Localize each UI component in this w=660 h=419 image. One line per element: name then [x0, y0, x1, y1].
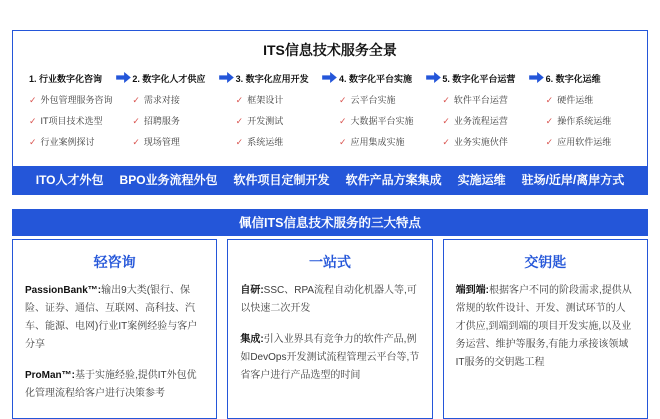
check-icon: ✓	[338, 95, 347, 105]
list-item	[442, 135, 527, 148]
check-icon: ✓	[29, 95, 37, 105]
list-item	[29, 93, 114, 106]
check-icon: ✓	[235, 137, 244, 147]
its-overview-panel	[12, 30, 648, 195]
check-icon: ✓	[442, 95, 450, 105]
list-item	[546, 93, 631, 106]
paragraph-lead: ProMan™:	[25, 370, 75, 381]
list-item	[236, 114, 321, 127]
banner-item: 驻场/近岸/离岸方式	[521, 173, 625, 187]
item-label: 需求对接	[143, 95, 180, 105]
paragraph-lead: 端到端:	[455, 285, 489, 296]
paragraph-text: 基于实施经验,提供IT外包优化管理流程给客户进行决策参考	[25, 370, 197, 399]
item-label: 业务流程运营	[453, 116, 508, 126]
list-item	[339, 93, 424, 106]
check-icon: ✓	[442, 137, 450, 147]
list-item	[546, 135, 631, 148]
check-icon: ✓	[29, 116, 37, 126]
paragraph-lead: 自研:	[240, 285, 264, 296]
feature-paragraph	[240, 331, 419, 385]
arrow-right-icon	[424, 72, 442, 83]
item-label: 大数据平台实施	[350, 116, 414, 126]
list-item	[339, 114, 424, 127]
column-header: 3. 数字化应用开发	[235, 74, 309, 84]
arrow-right-icon	[528, 72, 546, 83]
arrow-right-icon	[218, 72, 236, 83]
service-modes-banner	[13, 166, 647, 194]
check-icon: ✓	[235, 95, 244, 105]
item-label: 应用集成实施	[350, 137, 405, 147]
arrow-right-icon	[321, 72, 339, 83]
check-icon: ✓	[235, 116, 244, 126]
list-item	[236, 135, 321, 148]
check-icon: ✓	[545, 116, 554, 126]
item-label: 行业案例探讨	[40, 137, 95, 147]
banner-item: BPO业务流程外包	[119, 173, 218, 187]
item-label: 系统运维	[247, 137, 284, 147]
item-label: 招聘服务	[143, 116, 180, 126]
column-header: 6. 数字化运维	[545, 74, 601, 84]
feature-card-one-stop	[227, 239, 432, 419]
list-item	[236, 93, 321, 106]
item-label: 开发测试	[247, 116, 284, 126]
banner-item: 实施运维	[457, 173, 506, 187]
feature-paragraph	[240, 282, 419, 318]
item-label: 软件平台运营	[453, 95, 508, 105]
list-item	[29, 114, 114, 127]
feature-card-light-consulting	[12, 239, 217, 419]
service-column-6	[546, 72, 631, 156]
check-icon: ✓	[442, 116, 450, 126]
paragraph-text: SSC、RPA流程自动化机器人等,可以快速二次开发	[240, 285, 417, 314]
feature-paragraph	[456, 282, 635, 372]
paragraph-text: 输出9大类(银行、保险、证券、通信、互联网、高科技、汽车、能源、电网)行业IT案例经验与客户分享	[25, 285, 198, 350]
item-label: 业务实施伙伴	[453, 137, 508, 147]
paragraph-text: 根据客户不同的阶段需求,提供从常规的软件设计、开发、测试环节的人才供应,到端到端的项目开发实施,以及业务运营、维护等服务,有能力承接该领域IT服务的交钥匙工程	[455, 285, 632, 368]
item-label: 框架设计	[247, 95, 284, 105]
service-steps-row	[13, 64, 647, 166]
paragraph-lead: 集成:	[240, 334, 264, 345]
item-label: IT项目技术选型	[40, 116, 103, 126]
list-item	[132, 93, 217, 106]
arrow-right-icon	[114, 72, 132, 83]
paragraph-lead: PassionBank™:	[25, 285, 102, 296]
banner-item: 软件项目定制开发	[233, 173, 330, 187]
service-column-5	[442, 72, 527, 156]
column-header: 5. 数字化平台运营	[442, 74, 516, 84]
service-column-1	[29, 72, 114, 156]
column-header: 2. 数字化人才供应	[132, 74, 206, 84]
feature-card-turnkey	[443, 239, 648, 419]
features-panel-title: 佩信ITS信息技术服务的三大特点	[12, 209, 648, 236]
item-label: 外包管理服务咨询	[40, 95, 113, 105]
item-label: 云平台实施	[350, 95, 396, 105]
check-icon: ✓	[132, 137, 140, 147]
check-icon: ✓	[545, 95, 554, 105]
list-item	[442, 93, 527, 106]
list-item	[132, 114, 217, 127]
service-column-2	[132, 72, 217, 156]
item-label: 操作系统运维	[557, 116, 612, 126]
check-icon: ✓	[545, 137, 554, 147]
list-item	[546, 114, 631, 127]
feature-cards-row	[12, 239, 648, 419]
column-header: 4. 数字化平台实施	[338, 74, 412, 84]
panel-title: ITS信息技术服务全景	[263, 42, 397, 58]
feature-paragraph	[25, 367, 204, 403]
check-icon: ✓	[338, 116, 347, 126]
item-label: 应用软件运维	[557, 137, 612, 147]
features-panel	[12, 209, 648, 419]
column-header: 1. 行业数字化咨询	[29, 74, 103, 84]
list-item	[339, 135, 424, 148]
list-item	[132, 135, 217, 148]
check-icon: ✓	[132, 95, 140, 105]
banner-item: ITO人才外包	[35, 173, 104, 187]
check-icon: ✓	[29, 137, 37, 147]
feature-paragraph	[25, 282, 204, 354]
banner-item: 软件产品方案集成	[345, 173, 442, 187]
card-title: 一站式	[308, 254, 351, 270]
item-label: 硬件运维	[557, 95, 594, 105]
card-title: 交钥匙	[524, 254, 567, 270]
list-item	[29, 135, 114, 148]
list-item	[442, 114, 527, 127]
check-icon: ✓	[338, 137, 347, 147]
check-icon: ✓	[132, 116, 140, 126]
service-column-4	[339, 72, 424, 156]
service-column-3	[236, 72, 321, 156]
paragraph-text: 引入业界具有竞争力的软件产品,例如DevOps开发测试流程管理云平台等,节省客户进行产品选型的时间	[240, 334, 420, 381]
card-title: 轻咨询	[93, 254, 136, 270]
item-label: 现场管理	[143, 137, 180, 147]
